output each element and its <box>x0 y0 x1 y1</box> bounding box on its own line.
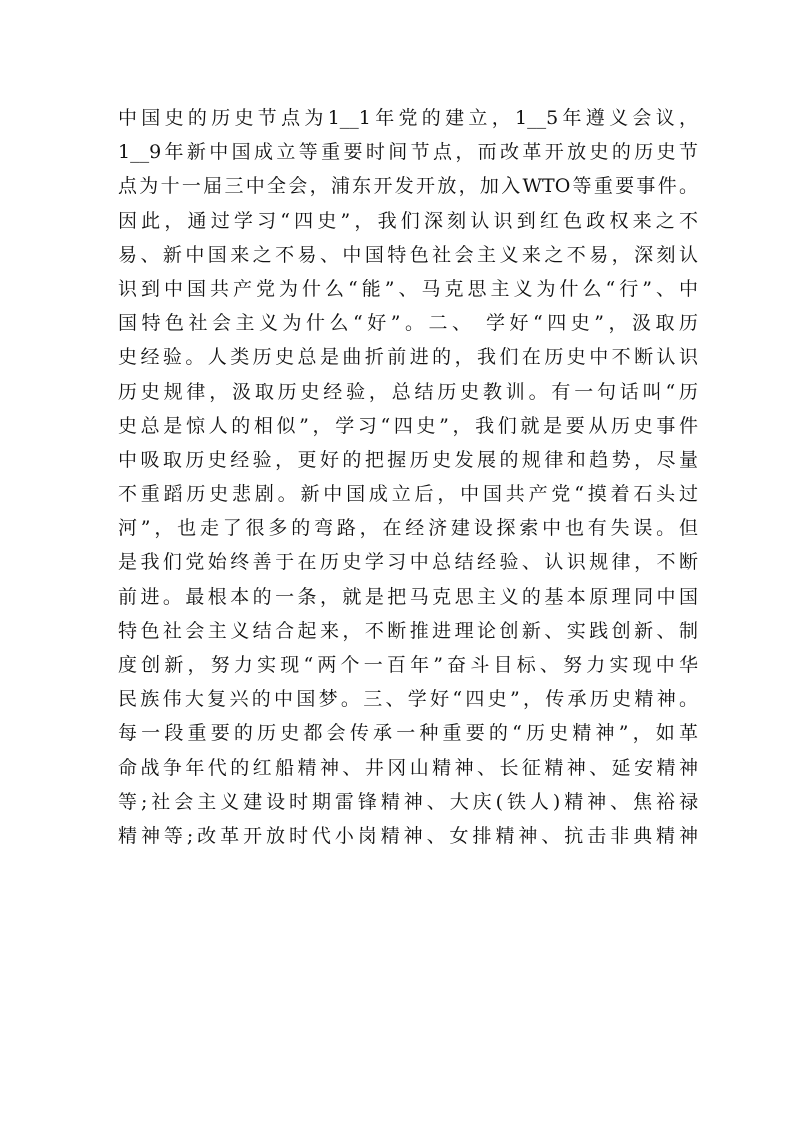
text-line: 中国史的历史节点为1__1年党的建立，1__5年遵义会议， <box>118 107 698 129</box>
text-line: 点为十一届三中全会，浦东开发开放，加入WTO等重要事件。 <box>118 175 698 198</box>
body-text <box>118 101 698 853</box>
text-line: 识到中国共产党为什么“能”、马克思主义为什么“行”、中 <box>118 277 698 300</box>
text-line: 史经验。人类历史总是曲折前进的，我们在历史中不断认识 <box>118 346 698 369</box>
text-line: 民族伟大复兴的中国梦。三、学好“四史”，传承历史精神。 <box>118 688 698 711</box>
text-line: 河”，也走了很多的弯路，在经济建设探索中也有失误。但 <box>118 517 698 540</box>
text-line: 1__9年新中国成立等重要时间节点，而改革开放史的历史节 <box>118 141 698 164</box>
text-line: 命战争年代的红船精神、井冈山精神、长征精神、延安精神 <box>118 756 698 779</box>
text-line: 国特色社会主义为什么“好”。二、 学好“四史”，汲取历 <box>118 312 698 335</box>
text-line: 史总是惊人的相似”，学习“四史”，我们就是要从历史事件 <box>118 414 698 437</box>
text-line: 不重蹈历史悲剧。新中国成立后，中国共产党“摸着石头过 <box>118 483 698 506</box>
text-line: 前进。最根本的一条，就是把马克思主义的基本原理同中国 <box>118 585 698 608</box>
text-line: 历史规律，汲取历史经验，总结历史教训。有一句话叫“历 <box>118 380 698 403</box>
text-line: 每一段重要的历史都会传承一种重要的“历史精神”，如革 <box>118 722 698 745</box>
text-line: 是我们党始终善于在历史学习中总结经验、认识规律，不断 <box>118 551 698 574</box>
text-line: 易、新中国来之不易、中国特色社会主义来之不易，深刻认 <box>118 243 698 266</box>
text-line: 中吸取历史经验，更好的把握历史发展的规律和趋势，尽量 <box>118 448 698 471</box>
text-line: 因此，通过学习“四史”，我们深刻认识到红色政权来之不 <box>118 209 698 232</box>
text-line: 度创新，努力实现“两个一百年”奋斗目标、努力实现中华 <box>118 654 698 676</box>
text-line: 等;社会主义建设时期雷锋精神、大庆(铁人)精神、焦裕禄 <box>118 790 698 813</box>
text-line: 特色社会主义结合起来，不断推进理论创新、实践创新、制 <box>118 619 698 642</box>
text-line: 精神等;改革开放时代小岗精神、女排精神、抗击非典精神 <box>118 824 698 847</box>
